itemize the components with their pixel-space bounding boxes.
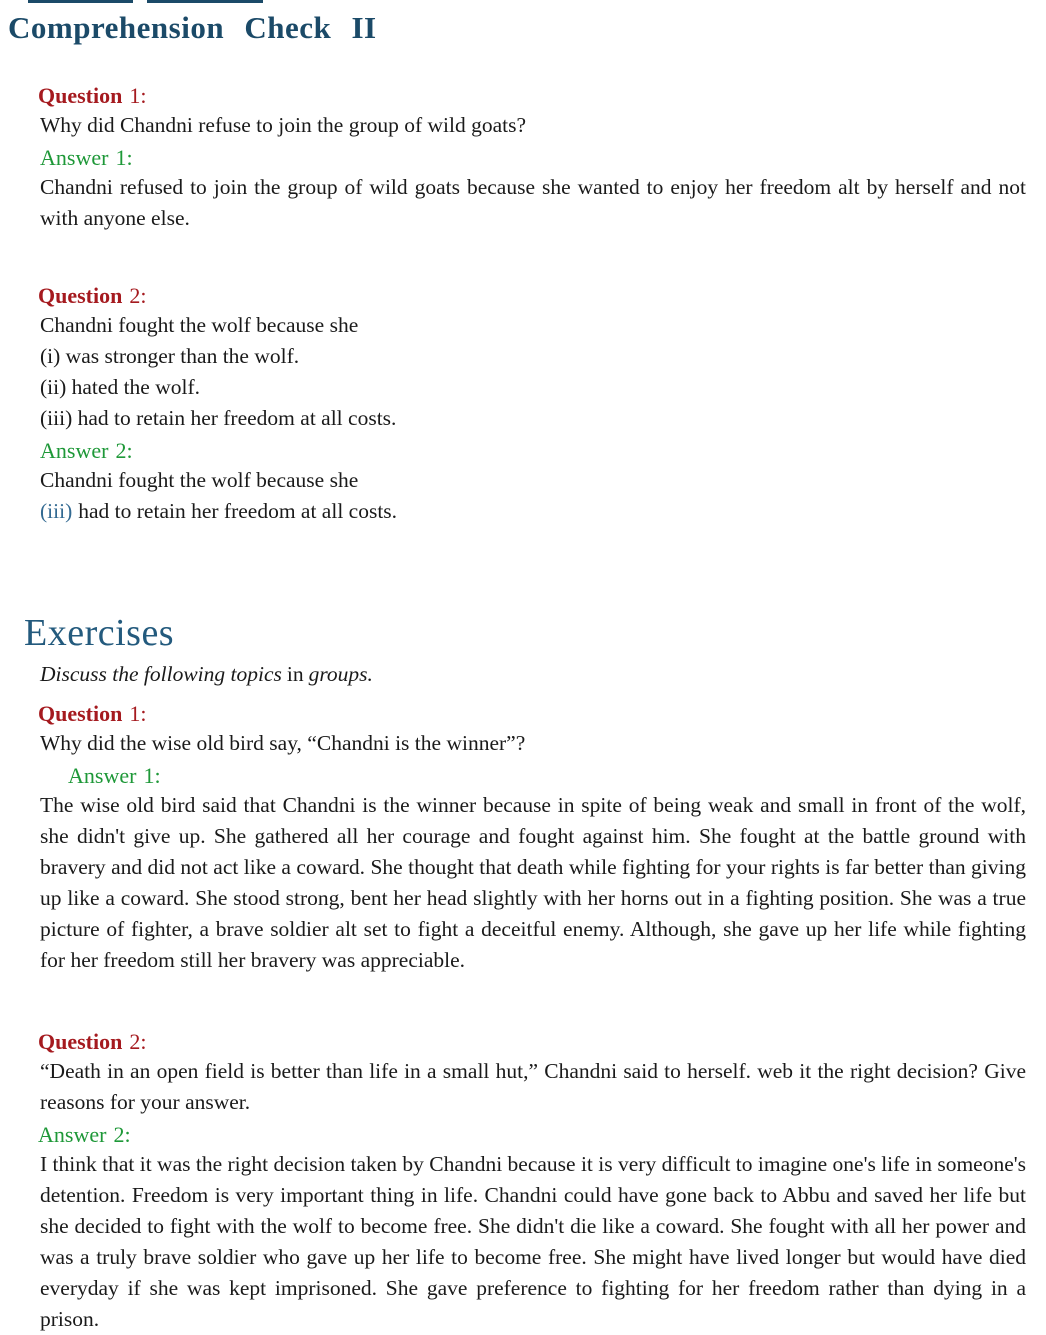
ex-answer-2-number: 2: — [113, 1122, 131, 1147]
cropped-text-fragment-right — [147, 0, 263, 3]
exercises-intro — [40, 659, 1036, 690]
cc-question-2-option-iii: (iii) had to retain her freedom at all costs. — [40, 406, 397, 430]
cc-question-2-label: Question — [38, 283, 123, 308]
cc-answer-1-label: Answer — [40, 145, 109, 170]
exercises-intro-italic-2: groups. — [308, 662, 373, 686]
cc-answer-1-heading — [40, 141, 1036, 172]
cc-answer-2-choice — [40, 496, 1036, 527]
ex-question-2-text: “Death in an open field is better than life in a small hut,” Chandni said to herself. web it the right decision? Give reasons for your answer. — [40, 1059, 1026, 1114]
cc-answer-1-text: Chandni refused to join the group of wild goats because she wanted to enjoy her freedom alt by herself and not with anyone else. — [40, 175, 1026, 230]
cc-question-2-option-i: (i) was stronger than the wolf. — [40, 344, 300, 368]
cc-answer-2-number: 2: — [115, 438, 133, 463]
cc-question-1-label: Question — [38, 83, 123, 108]
ex-question-2-label: Question — [38, 1029, 123, 1054]
cropped-text-fragment-left — [28, 0, 133, 3]
ex-answer-1-number: 1: — [143, 763, 161, 788]
cc-question-2-option-ii: (ii) hated the wolf. — [40, 375, 201, 399]
page-title: Comprehension Check II — [8, 10, 377, 45]
exercises-intro-italic-1: Discuss the following topics — [40, 662, 282, 686]
ex-question-2-number: 2: — [129, 1029, 147, 1054]
cc-question-2-number: 2: — [129, 283, 147, 308]
ex-question-1-label: Question — [38, 701, 123, 726]
cc-question-1-text: Why did Chandni refuse to join the group of wild goats? — [40, 113, 527, 137]
exercises-heading: Exercises — [24, 612, 175, 654]
cc-answer-2-stem: Chandni fought the wolf because she — [40, 468, 359, 492]
cc-answer-2-heading — [40, 434, 1036, 465]
cc-answer-2-label: Answer — [40, 438, 109, 463]
cc-question-2-heading — [38, 276, 1036, 310]
cc-answer-2-choice-text: had to retain her freedom at all costs. — [78, 499, 398, 523]
ex-question-1-heading — [38, 694, 1036, 728]
ex-answer-1-heading — [68, 759, 1036, 790]
ex-answer-1-label: Answer — [68, 763, 137, 788]
ex-answer-2-text: I think that it was the right decision taken by Chandni because it is very difficult to imagine one's life in someone's detention. Freedom is very important thing in life. Chandni could have gone back to Abbu and saved her life but she decided to fight with the wolf to become free. She didn't die like a coward. She fought with all her power and was a truly brave soldier who gave up her life to become free. She might have lived longer but would have died everyday if she was kept imprisoned. She gave preference to fighting for her freedom rather than dying in a prison. — [40, 1152, 1026, 1331]
cc-question-1-number: 1: — [129, 83, 147, 108]
ex-answer-2-heading — [38, 1118, 1036, 1149]
ex-question-1-number: 1: — [129, 701, 147, 726]
cc-answer-1-number: 1: — [115, 145, 133, 170]
ex-answer-2-label: Answer — [38, 1122, 107, 1147]
exercises-intro-regular: in — [286, 662, 304, 686]
cc-question-1-heading — [38, 76, 1036, 110]
cc-question-2-stem: Chandni fought the wolf because she — [40, 313, 359, 337]
ex-question-2-heading — [38, 1022, 1036, 1056]
ex-answer-1-text: The wise old bird said that Chandni is the winner because in spite of being weak and small in front of the wolf, she didn't give up. She gathered all her courage and fought against him. She fought at the battle ground with bravery and did not act like a coward. She thought that death while fighting for your rights is far better than giving up like a coward. She stood strong, bent her head slightly with her horns out in a fighting position. She was a true picture of fighter, a brave soldier alt set to fight a deceitful enemy. Although, she gave up her life while fighting for her freedom still her bravery was appreciable. — [40, 793, 1026, 972]
ex-question-1-text: Why did the wise old bird say, “Chandni is the winner”? — [40, 731, 526, 755]
cc-answer-2-choice-marker: (iii) — [40, 499, 73, 523]
